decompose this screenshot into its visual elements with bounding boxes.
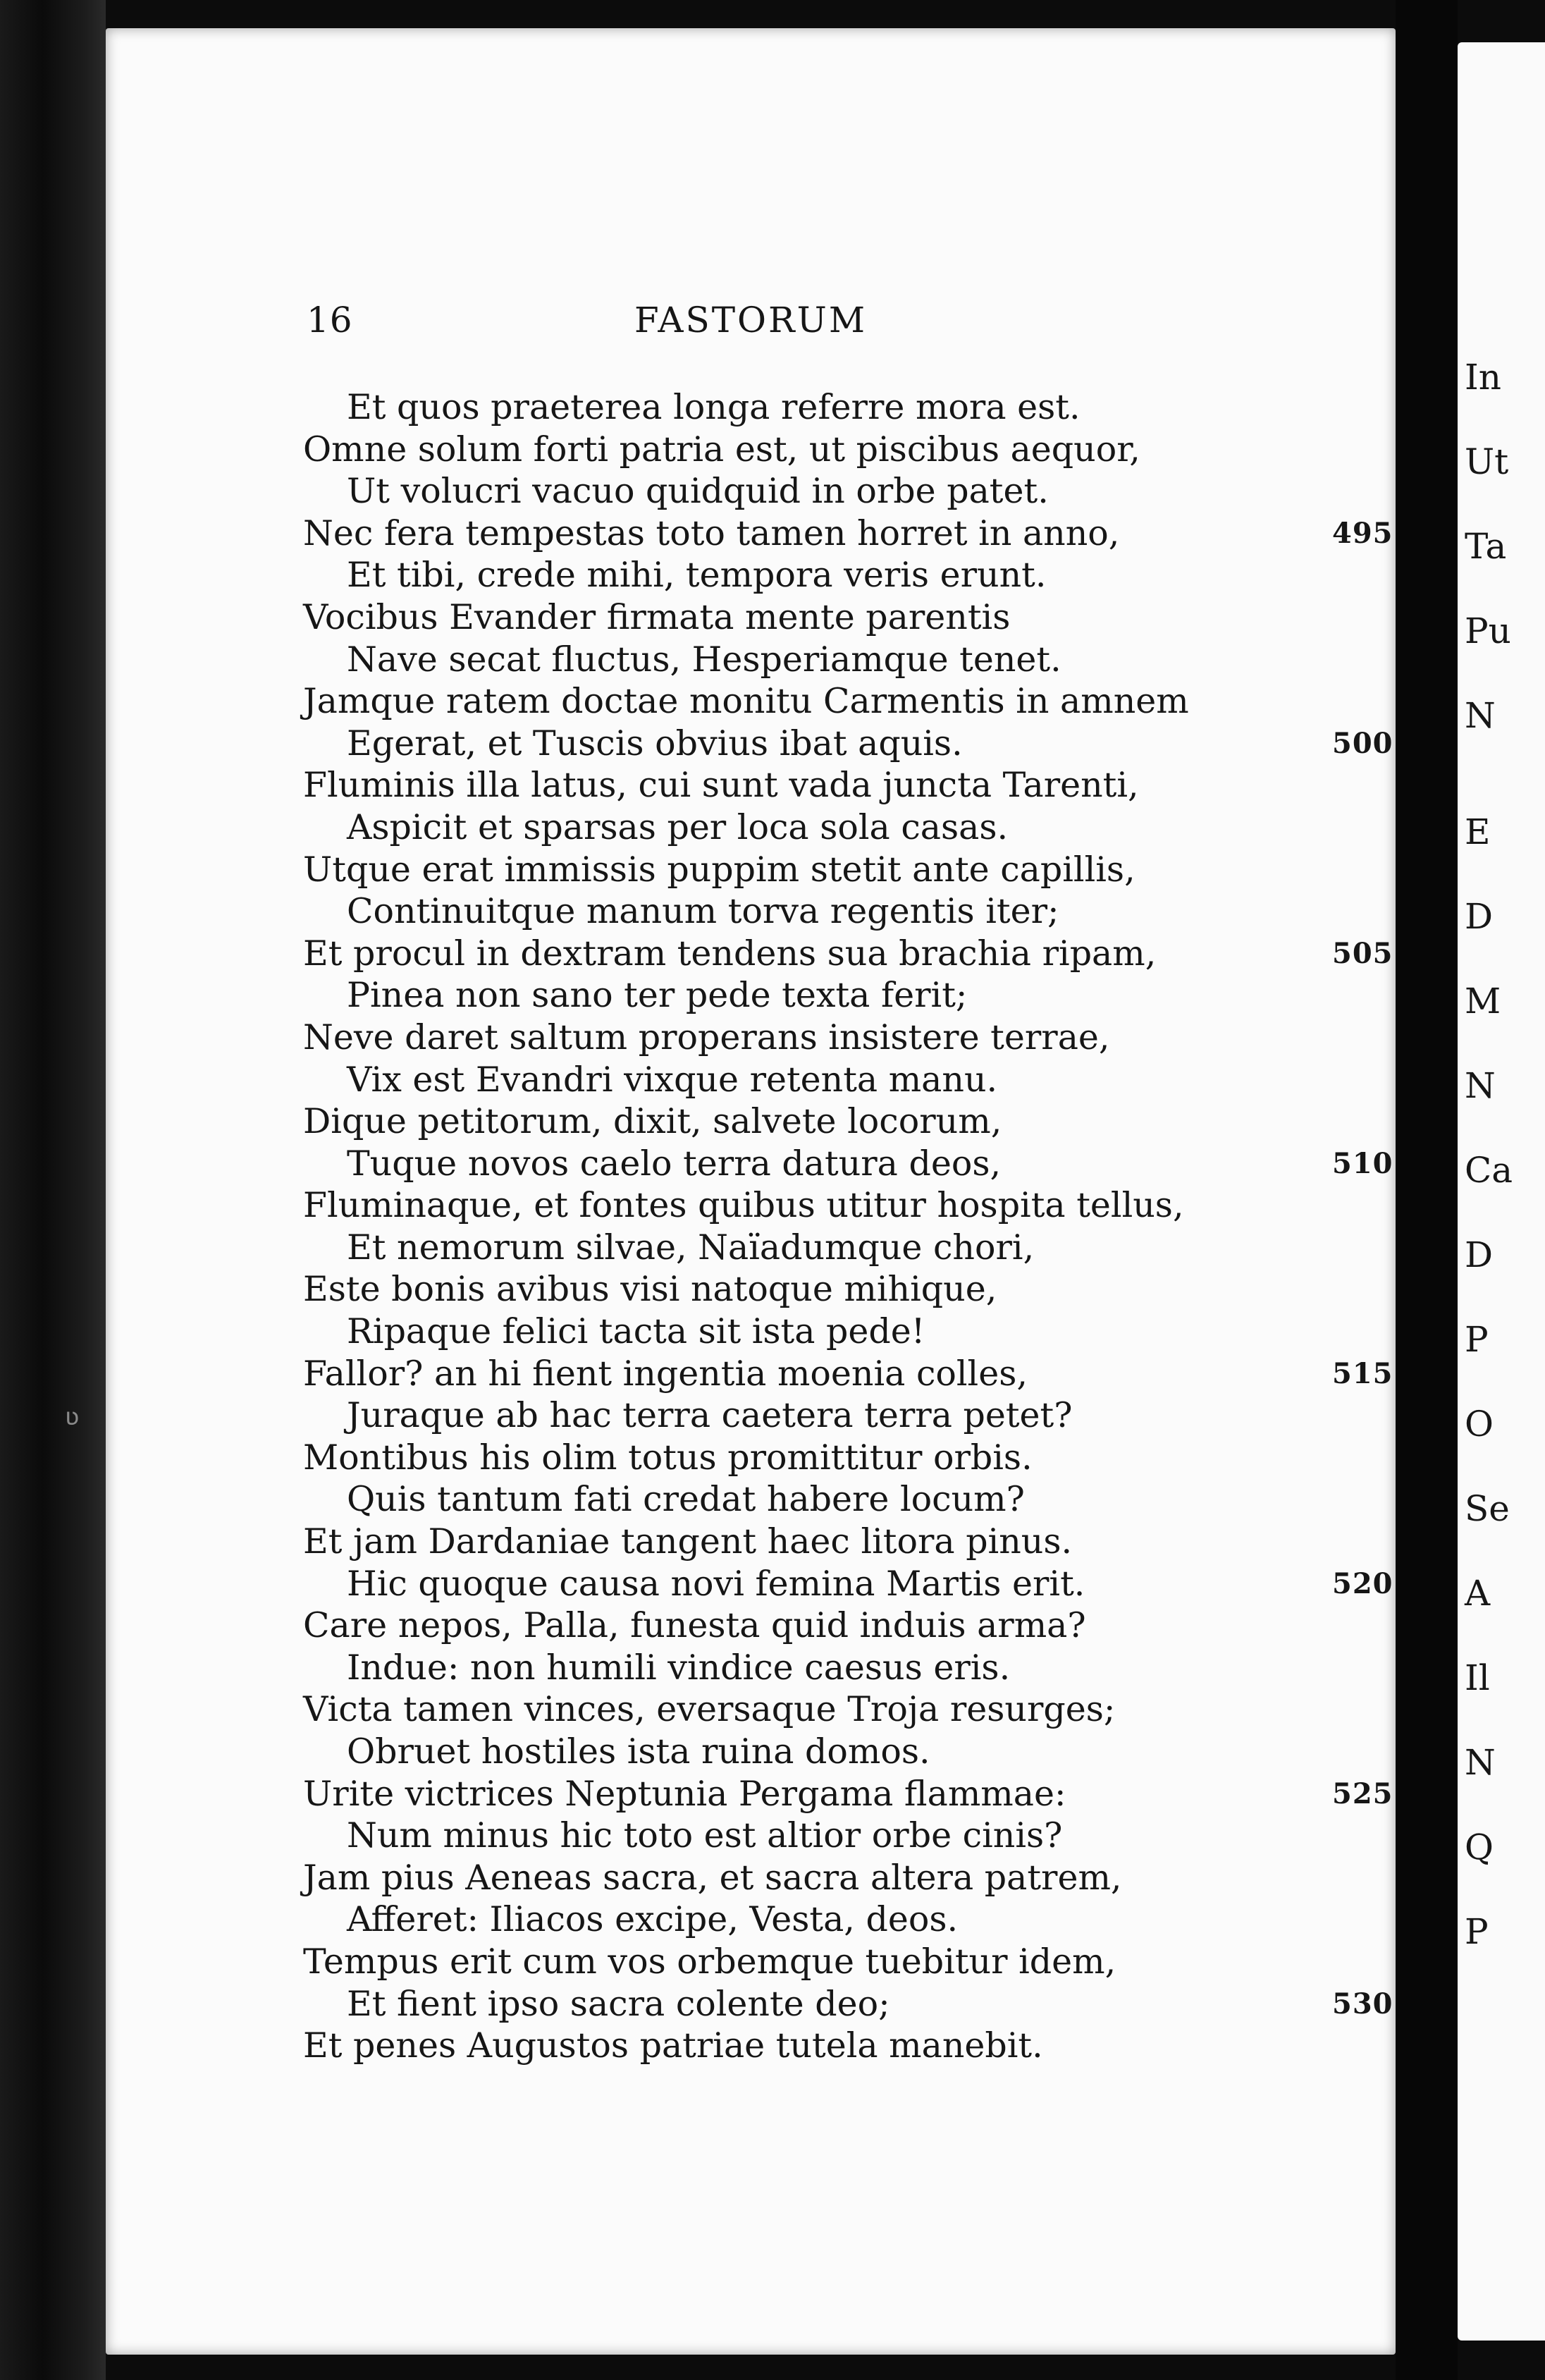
facing-line-fragment: O [1465, 1404, 1494, 1444]
verse-line [303, 1815, 1403, 1857]
verse-line-text: Nave secat fluctus, Hesperiamque tenet. [347, 639, 1061, 680]
verse-line-text: Hic quoque causa novi femina Martis erit. [347, 1563, 1085, 1604]
book-edge-left [0, 0, 106, 2380]
verse-line-text: Fluminis illa latus, cui sunt vada juncta Tarenti, [303, 765, 1139, 806]
verse-line [303, 639, 1403, 681]
verse-line [303, 1017, 1403, 1059]
verse-line [303, 723, 1403, 765]
verse-line [303, 1731, 1403, 1773]
verse-line [303, 1857, 1403, 1899]
verse-line [303, 1899, 1403, 1941]
line-number: 505 [1332, 936, 1393, 970]
facing-line-fragment: Ut [1465, 441, 1509, 482]
facing-line-fragment: Se [1465, 1488, 1510, 1529]
verse-line [303, 1184, 1403, 1227]
verse-line-text: Obruet hostiles ista ruina domos. [347, 1731, 930, 1772]
verse-line-text: Fluminaque, et fontes quibus utitur hospita tellus, [303, 1185, 1184, 1226]
verse-line-text: Afferet: Iliacos excipe, Vesta, deos. [347, 1899, 959, 1940]
facing-line-fragment: Q [1465, 1827, 1494, 1867]
line-number: 515 [1332, 1356, 1393, 1390]
verse-line [303, 386, 1403, 429]
verse-line [303, 933, 1403, 975]
verse-line [303, 1983, 1403, 2025]
verse-line [303, 974, 1403, 1017]
verse-line [303, 806, 1403, 849]
verse-line-text: Dique petitorum, dixit, salvete locorum, [303, 1101, 1002, 1142]
facing-line-fragment: A [1465, 1573, 1491, 1614]
verse-line [303, 554, 1403, 596]
verse-line [303, 1521, 1403, 1563]
gutter-shadow [1396, 0, 1458, 2380]
facing-page-fragment [1458, 42, 1545, 2341]
verse-line [303, 1353, 1403, 1395]
verse-line-text: Vix est Evandri vixque retenta manu. [347, 1059, 998, 1100]
facing-line-fragment: In [1465, 357, 1501, 398]
page-main [106, 28, 1396, 2355]
verse-line-text: Et penes Augustos patriae tutela manebit. [303, 2025, 1043, 2066]
facing-line-fragment: D [1465, 1234, 1494, 1275]
verse-line-text: Et quos praeterea longa referre mora est. [347, 387, 1081, 427]
verse-line [303, 2025, 1403, 2067]
verse-line-text: Indue: non humili vindice caesus eris. [347, 1647, 1011, 1688]
facing-line-fragment: Il [1465, 1657, 1490, 1698]
facing-line-fragment: N [1465, 695, 1496, 736]
verse-line-text: Quis tantum fati credat habere locum? [347, 1479, 1025, 1520]
page-title: FASTORUM [634, 300, 868, 341]
verse-line [303, 1773, 1403, 1815]
verse-line-text: Juraque ab hac terra caetera terra petet? [347, 1395, 1073, 1436]
verse-line [303, 1688, 1403, 1731]
line-number: 530 [1332, 1987, 1393, 2020]
verse-line [303, 680, 1403, 723]
running-head [106, 300, 1396, 349]
verse-line [303, 513, 1403, 555]
facing-line-fragment: P [1465, 1911, 1489, 1952]
verse-line [303, 1100, 1403, 1143]
line-number: 510 [1332, 1146, 1393, 1180]
verse-line-text: Tempus erit cum vos orbemque tuebitur idem, [303, 1941, 1116, 1982]
verse-line-text: Utque erat immissis puppim stetit ante capillis, [303, 849, 1135, 890]
line-number: 520 [1332, 1566, 1393, 1600]
facing-line-fragment: Ta [1465, 526, 1507, 567]
line-number: 495 [1332, 516, 1393, 550]
verse-line-text: Victa tamen vinces, eversaque Troja resurges; [303, 1689, 1116, 1730]
verse-line-text: Aspicit et sparsas per loca sola casas. [347, 806, 1009, 847]
verse-block [303, 386, 1403, 2067]
facing-line-fragment: N [1465, 1742, 1496, 1783]
facing-line-fragment: N [1465, 1065, 1496, 1106]
verse-line-text: Jam pius Aeneas sacra, et sacra altera patrem, [303, 1857, 1122, 1898]
verse-line-text: Neve daret saltum properans insistere terrae, [303, 1017, 1110, 1057]
verse-line-text: Et tibi, crede mihi, tempora veris erunt. [347, 555, 1047, 596]
verse-line-text: Et jam Dardaniae tangent haec litora pinus. [303, 1521, 1073, 1562]
verse-line-text: Ripaque felici tacta sit ista pede! [347, 1311, 925, 1352]
verse-line [303, 764, 1403, 806]
verse-line [303, 890, 1403, 933]
verse-line-text: Et nemorum silvae, Naïadumque chori, [347, 1227, 1035, 1268]
verse-line-text: Pinea non sano ter pede texta ferit; [347, 975, 968, 1016]
verse-line [303, 849, 1403, 891]
verse-line [303, 1647, 1403, 1689]
verse-line-text: Montibus his olim totus promittitur orbis. [303, 1437, 1033, 1478]
verse-line-text: Et procul in dextram tendens sua brachia ripam, [303, 933, 1157, 974]
facing-line-fragment: E [1465, 811, 1491, 852]
verse-line [303, 1437, 1403, 1479]
facing-line-fragment: M [1465, 981, 1501, 1022]
verse-line [303, 1563, 1403, 1605]
verse-line [303, 1605, 1403, 1647]
verse-line [303, 1478, 1403, 1521]
verse-line [303, 596, 1403, 639]
verse-line-text: Tuque novos caelo terra datura deos, [347, 1143, 1002, 1184]
verse-line-text: Care nepos, Palla, funesta quid induis arma? [303, 1605, 1086, 1646]
line-number: 525 [1332, 1777, 1393, 1810]
page-number: 16 [307, 300, 353, 341]
verse-line [303, 1941, 1403, 1983]
verse-line [303, 1394, 1403, 1437]
verse-line-text: Nec fera tempestas toto tamen horret in anno, [303, 513, 1120, 553]
facing-line-fragment: D [1465, 896, 1494, 937]
verse-line-text: Et fient ipso sacra colente deo; [347, 1983, 890, 2024]
verse-line-text: Jamque ratem doctae monitu Carmentis in amnem [303, 681, 1189, 722]
verse-line-text: Urite victrices Neptunia Pergama flammae: [303, 1773, 1066, 1814]
verse-line-text: Egerat, et Tuscis obvius ibat aquis. [347, 723, 963, 763]
verse-line-text: Vocibus Evander firmata mente parentis [303, 596, 1011, 637]
verse-line [303, 1143, 1403, 1185]
verse-line-text: Este bonis avibus visi natoque mihique, [303, 1269, 997, 1310]
verse-line [303, 1311, 1403, 1353]
line-number: 500 [1332, 726, 1393, 760]
verse-line [303, 1227, 1403, 1269]
verse-line-text: Fallor? an hi fient ingentia moenia colles, [303, 1353, 1028, 1394]
facing-line-fragment: P [1465, 1319, 1489, 1360]
facing-line-fragment: Ca [1465, 1150, 1513, 1191]
verse-line-text: Continuitque manum torva regentis iter; [347, 891, 1059, 932]
verse-line [303, 429, 1403, 471]
verse-line-text: Omne solum forti patria est, ut piscibus aequor, [303, 429, 1140, 470]
edge-mark: ʋ [65, 1403, 80, 1431]
verse-line [303, 1059, 1403, 1101]
verse-line [303, 470, 1403, 513]
verse-line-text: Ut volucri vacuo quidquid in orbe patet. [347, 471, 1049, 512]
facing-line-fragment: Pu [1465, 611, 1511, 651]
verse-line [303, 1268, 1403, 1311]
verse-line-text: Num minus hic toto est altior orbe cinis? [347, 1815, 1063, 1856]
